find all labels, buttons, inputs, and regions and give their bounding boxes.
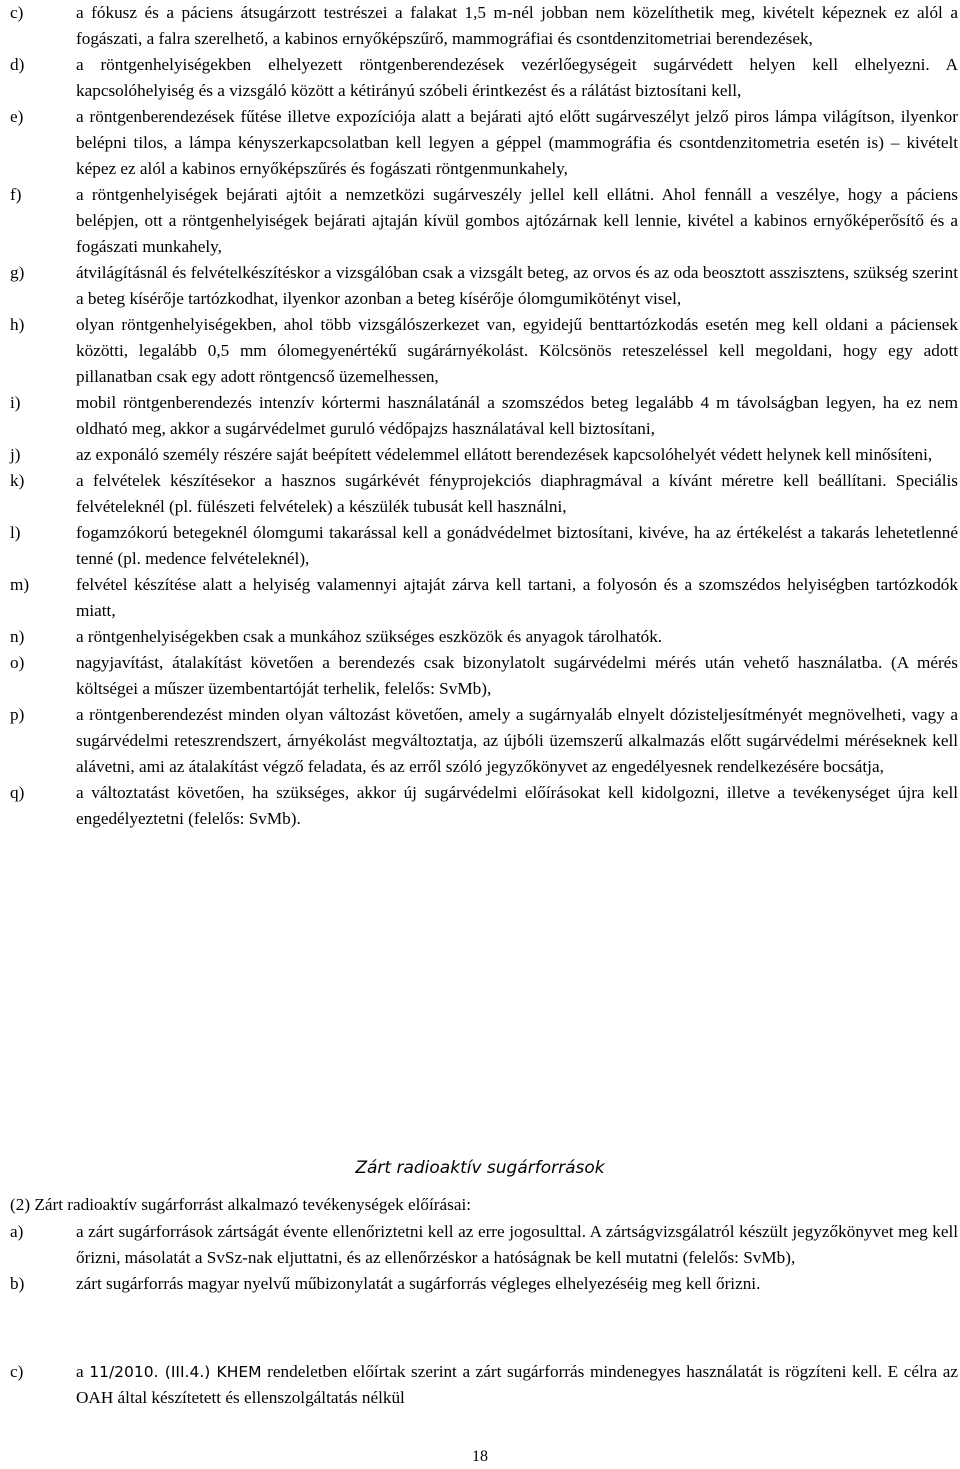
list-item-label: i)	[10, 393, 21, 412]
list-item-text: mobil röntgenberendezés intenzív kórtermi használatánál a szomszédos beteg legalább 4 m távolságban legyen, ha ez nem oldható meg, akkor a sugárvédelmet guruló védőpajzs használatával kell biztosítani,	[76, 393, 958, 438]
list-item-label: k)	[10, 471, 25, 490]
list-item-text: a zárt sugárforrások zártságát évente ellenőriztetni kell az erre jogosulttal. A zártságvizsgálatról készült jegyzőkönyvet meg kell őrizni, másolatát a SvSz-nak eljuttatni, és az ellenőrzéskor a hatóságnak be kell mutatni (felelős: SvMb),	[76, 1222, 958, 1267]
list-item-text: fogamzókorú betegeknél ólomgumi takarással kell a gonádvédelmet biztosítani, kivéve, ha az értékelést a takarás lehetetlenné tenné (pl. medence felvételeknél),	[76, 523, 958, 568]
list-item-label: e)	[10, 107, 24, 126]
regulation-reference: 11/2010. (III.4.) KHEM	[89, 1363, 262, 1381]
list-item-text: nagyjavítást, átalakítást követően a berendezés csak bizonylatolt sugárvédelmi mérés után vehető használatba. (A mérés költségei a műszer üzembentartóját terhelik, felelős: SvMb),	[76, 653, 958, 698]
list-item-text: a röntgenberendezések fűtése illetve expozíciója alatt a bejárati ajtó előtt sugárveszélyt jelző piros lámpa világítson, ilyenkor belépni tilos, a lámpa kényszerkapcsolatban kell legyen a géppel (mammográfia és csontdenzitometria esetén is) – kivételt képez ez alól a kabinos ernyőképszűrés és fogászati röntgenmunkahely,	[76, 107, 958, 178]
list-item-text: a felvételek készítésekor a hasznos sugárkévét fényprojekciós diaphragmával a kívánt méretre kell beállítani. Speciális felvételeknél (pl. fülészeti felvételek) a készülék tubusát kell használni,	[76, 471, 958, 516]
list-item-text: olyan röntgenhelyiségekben, ahol több vizsgálószerkezet van, egyidejű benttartózkodás esetén meg kell oldani a páciensek közötti, legalább 0,5 mm ólomegyenértékű sugárárnyékolást. Kölcsönös reteszeléssel kell megoldani, hogy egy adott pillanatban csak egy adott röntgencső üzemelhessen,	[76, 315, 958, 386]
list-item-text: a változtatást követően, ha szükséges, akkor új sugárvédelmi előírásokat kell kidolgozni, illetve a tevékenységet újra kell engedélyeztetni (felelős: SvMb).	[76, 783, 958, 828]
list-item-label: j)	[10, 445, 21, 464]
list-item	[0, 442, 960, 468]
list-item-label: m)	[10, 575, 30, 594]
list-item-label: l)	[10, 523, 21, 542]
list-item-label: b)	[10, 1274, 25, 1293]
list-item	[0, 1359, 960, 1411]
list-item-text: átvilágításnál és felvételkészítéskor a vizsgálóban csak a vizsgált beteg, az orvos és az oda beosztott asszisztens, szükség szerint a beteg kísérője tartózkodhat, ilyenkor azonban a beteg kísérője ólomgumikötényt visel,	[76, 263, 958, 308]
list-item	[0, 182, 960, 260]
list-item-label: p)	[10, 705, 25, 724]
list-item-label: o)	[10, 653, 25, 672]
list-item	[0, 624, 960, 650]
list-item	[0, 702, 960, 780]
list-item-text: az exponáló személy részére saját beépített védelemmel ellátott berendezések kapcsolóhelyét védett helynek kell minősíteni,	[76, 445, 933, 464]
sealed-source-requirements-list	[0, 1219, 960, 1297]
page-number: 18	[472, 1448, 488, 1465]
list-item	[0, 312, 960, 390]
list-item-text: zárt sugárforrás magyar nyelvű műbizonylatát a sugárforrás végleges elhelyezéséig meg kell őrizni.	[76, 1274, 761, 1293]
list-item-label: g)	[10, 263, 25, 282]
list-item	[0, 104, 960, 182]
sealed-source-item-c	[0, 1359, 960, 1411]
list-item-text-post: rendeletben előírtak szerint a zárt sugárforrás mindenegyes használatát is rögzíteni kell. E célra az OAH által készítetett és ellenszolgáltatás nélkül	[76, 1362, 958, 1407]
list-item	[0, 1219, 960, 1271]
list-item	[0, 260, 960, 312]
section-subheading: Zárt radioaktív sugárforrások	[355, 1158, 605, 1178]
section-intro: (2) Zárt radioaktív sugárforrást alkalmazó tevékenységek előírásai:	[10, 1195, 471, 1214]
list-item-text: felvétel készítése alatt a helyiség valamennyi ajtaját zárva kell tartani, a folyosón és a szomszédos helyiségben tartózkodók miatt,	[76, 575, 958, 620]
list-item-text: a röntgenhelyiségek bejárati ajtóit a nemzetközi sugárveszély jellel kell ellátni. Ahol fennáll a veszélye, hogy a páciens belépjen, ott a röntgenhelyiségek bejárati ajtaján kívül gombos ajtózárnak kell lennie, kivétel a kabinos ernyőképerősítő és a fogászati munkahely,	[76, 185, 958, 256]
list-item-text: a fókusz és a páciens átsugárzott testrészei a falakat 1,5 m-nél jobban nem közelíthetik meg, kivételt képeznek ez alól a fogászati, a falra szerelhető, a kabinos ernyőképszűrő, mammográfiai és csontdenzitometriai berendezések,	[76, 3, 958, 48]
list-item	[0, 520, 960, 572]
list-item-label: c)	[10, 1362, 24, 1381]
list-item-label: q)	[10, 783, 25, 802]
list-item	[0, 1271, 960, 1297]
list-item-text: a röntgenberendezést minden olyan változást követően, amely a sugárnyaláb elnyelt dózisteljesítményét megnövelheti, vagy a sugárvédelmi reteszrendszert, árnyékolást megváltoztatja, az újbóli üzemszerű alkalmazás előtt sugárvédelmi méréseknek kell alávetni, ami az átalakítást végző feladata, és az erről szóló jegyzőkönyvet az engedélyesnek rendelkezésére bocsátja,	[76, 705, 958, 776]
list-item-text-pre: a	[76, 1362, 90, 1381]
list-item-label: h)	[10, 315, 25, 334]
list-item-label: a)	[10, 1222, 24, 1241]
list-item-text: a röntgenhelyiségekben elhelyezett röntgenberendezések vezérlőegységeit sugárvédett helyen kell elhelyezni. A kapcsolóhelyiség és a vizsgáló között a kétirányú szóbeli érintkezést és a rálátást biztosítani kell,	[76, 55, 958, 100]
list-item-label: n)	[10, 627, 25, 646]
list-item	[0, 468, 960, 520]
list-item-text: a röntgenhelyiségekben csak a munkához szükséges eszközök és anyagok tárolhatók.	[76, 627, 663, 646]
list-item	[0, 0, 960, 52]
list-item	[0, 572, 960, 624]
list-item-label: f)	[10, 185, 22, 204]
list-item	[0, 650, 960, 702]
list-item-label: d)	[10, 55, 25, 74]
list-item-text	[76, 1359, 958, 1411]
list-item	[0, 52, 960, 104]
list-item	[0, 780, 960, 832]
list-item	[0, 390, 960, 442]
list-item-label: c)	[10, 3, 24, 22]
